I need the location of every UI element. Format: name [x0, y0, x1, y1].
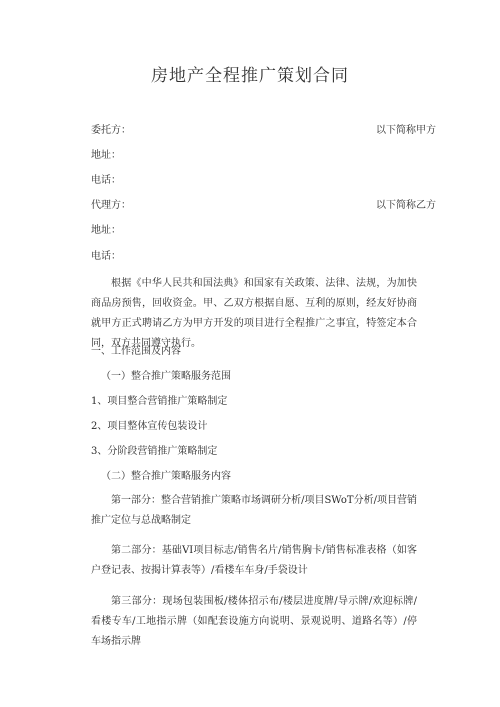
part-text: 第三部分：现场包装围板/楼体招示布/楼层进度牌/导示牌/欢迎标牌/看楼专车/工地指示牌（如配套设施方向说明、景观说明、道路名等）/停车场指示牌: [91, 596, 417, 647]
document-title: 房地产全程推广策划合同: [151, 66, 349, 86]
part-text: 第二部分：基础VI项目标志/销售名片/销售胸卡/销售标准表格（如客户登记表、按揭计算表等）/看楼车车身/手袋设计: [91, 545, 417, 576]
client-address-label: 地址：: [91, 150, 121, 161]
agent-phone-label: 电话：: [91, 251, 121, 262]
part-text: 第一部分：整合营销推广策略市场调研分析/项目SWoT分析/项目营销推广定位与总战略制定: [91, 495, 417, 526]
client-alias: 以下简称甲方: [376, 125, 436, 136]
agent-address-label: 地址：: [91, 225, 121, 236]
client-label: 委托方：: [91, 125, 131, 136]
section-heading: 一、工作范围及内容: [91, 346, 181, 357]
agent-row: [91, 199, 436, 213]
part-paragraph-1: [91, 491, 417, 531]
client-phone-label: 电话：: [91, 175, 121, 186]
list-item: 2、项目整体宣传包装设计: [91, 421, 208, 432]
part-paragraph-3: [91, 592, 417, 652]
intro-paragraph: [91, 274, 417, 354]
agent-alias: 以下简称乙方: [376, 200, 436, 211]
client-row: [91, 124, 436, 138]
list-item: 1、项目整合营销推广策略制定: [91, 396, 228, 407]
agent-label: 代理方：: [91, 200, 131, 211]
subsection-heading-1: （一）整合推广策略服务范围: [101, 371, 231, 382]
part-paragraph-2: [91, 541, 417, 581]
list-item: 3、分阶段营销推广策略制定: [91, 446, 218, 457]
intro-text: 根据《中华人民共和国法典》和国家有关政策、法律、法规，为加快商品房预售，回收资金。甲、乙双方根据自愿、互利的原则，经友好协商就甲方正式聘请乙方为甲方开发的项目进行全程推广之事宜，特签定本合同，双方共同遵守执行。: [91, 278, 417, 349]
subsection-heading-2: （二）整合推广策略服务内容: [101, 471, 231, 482]
